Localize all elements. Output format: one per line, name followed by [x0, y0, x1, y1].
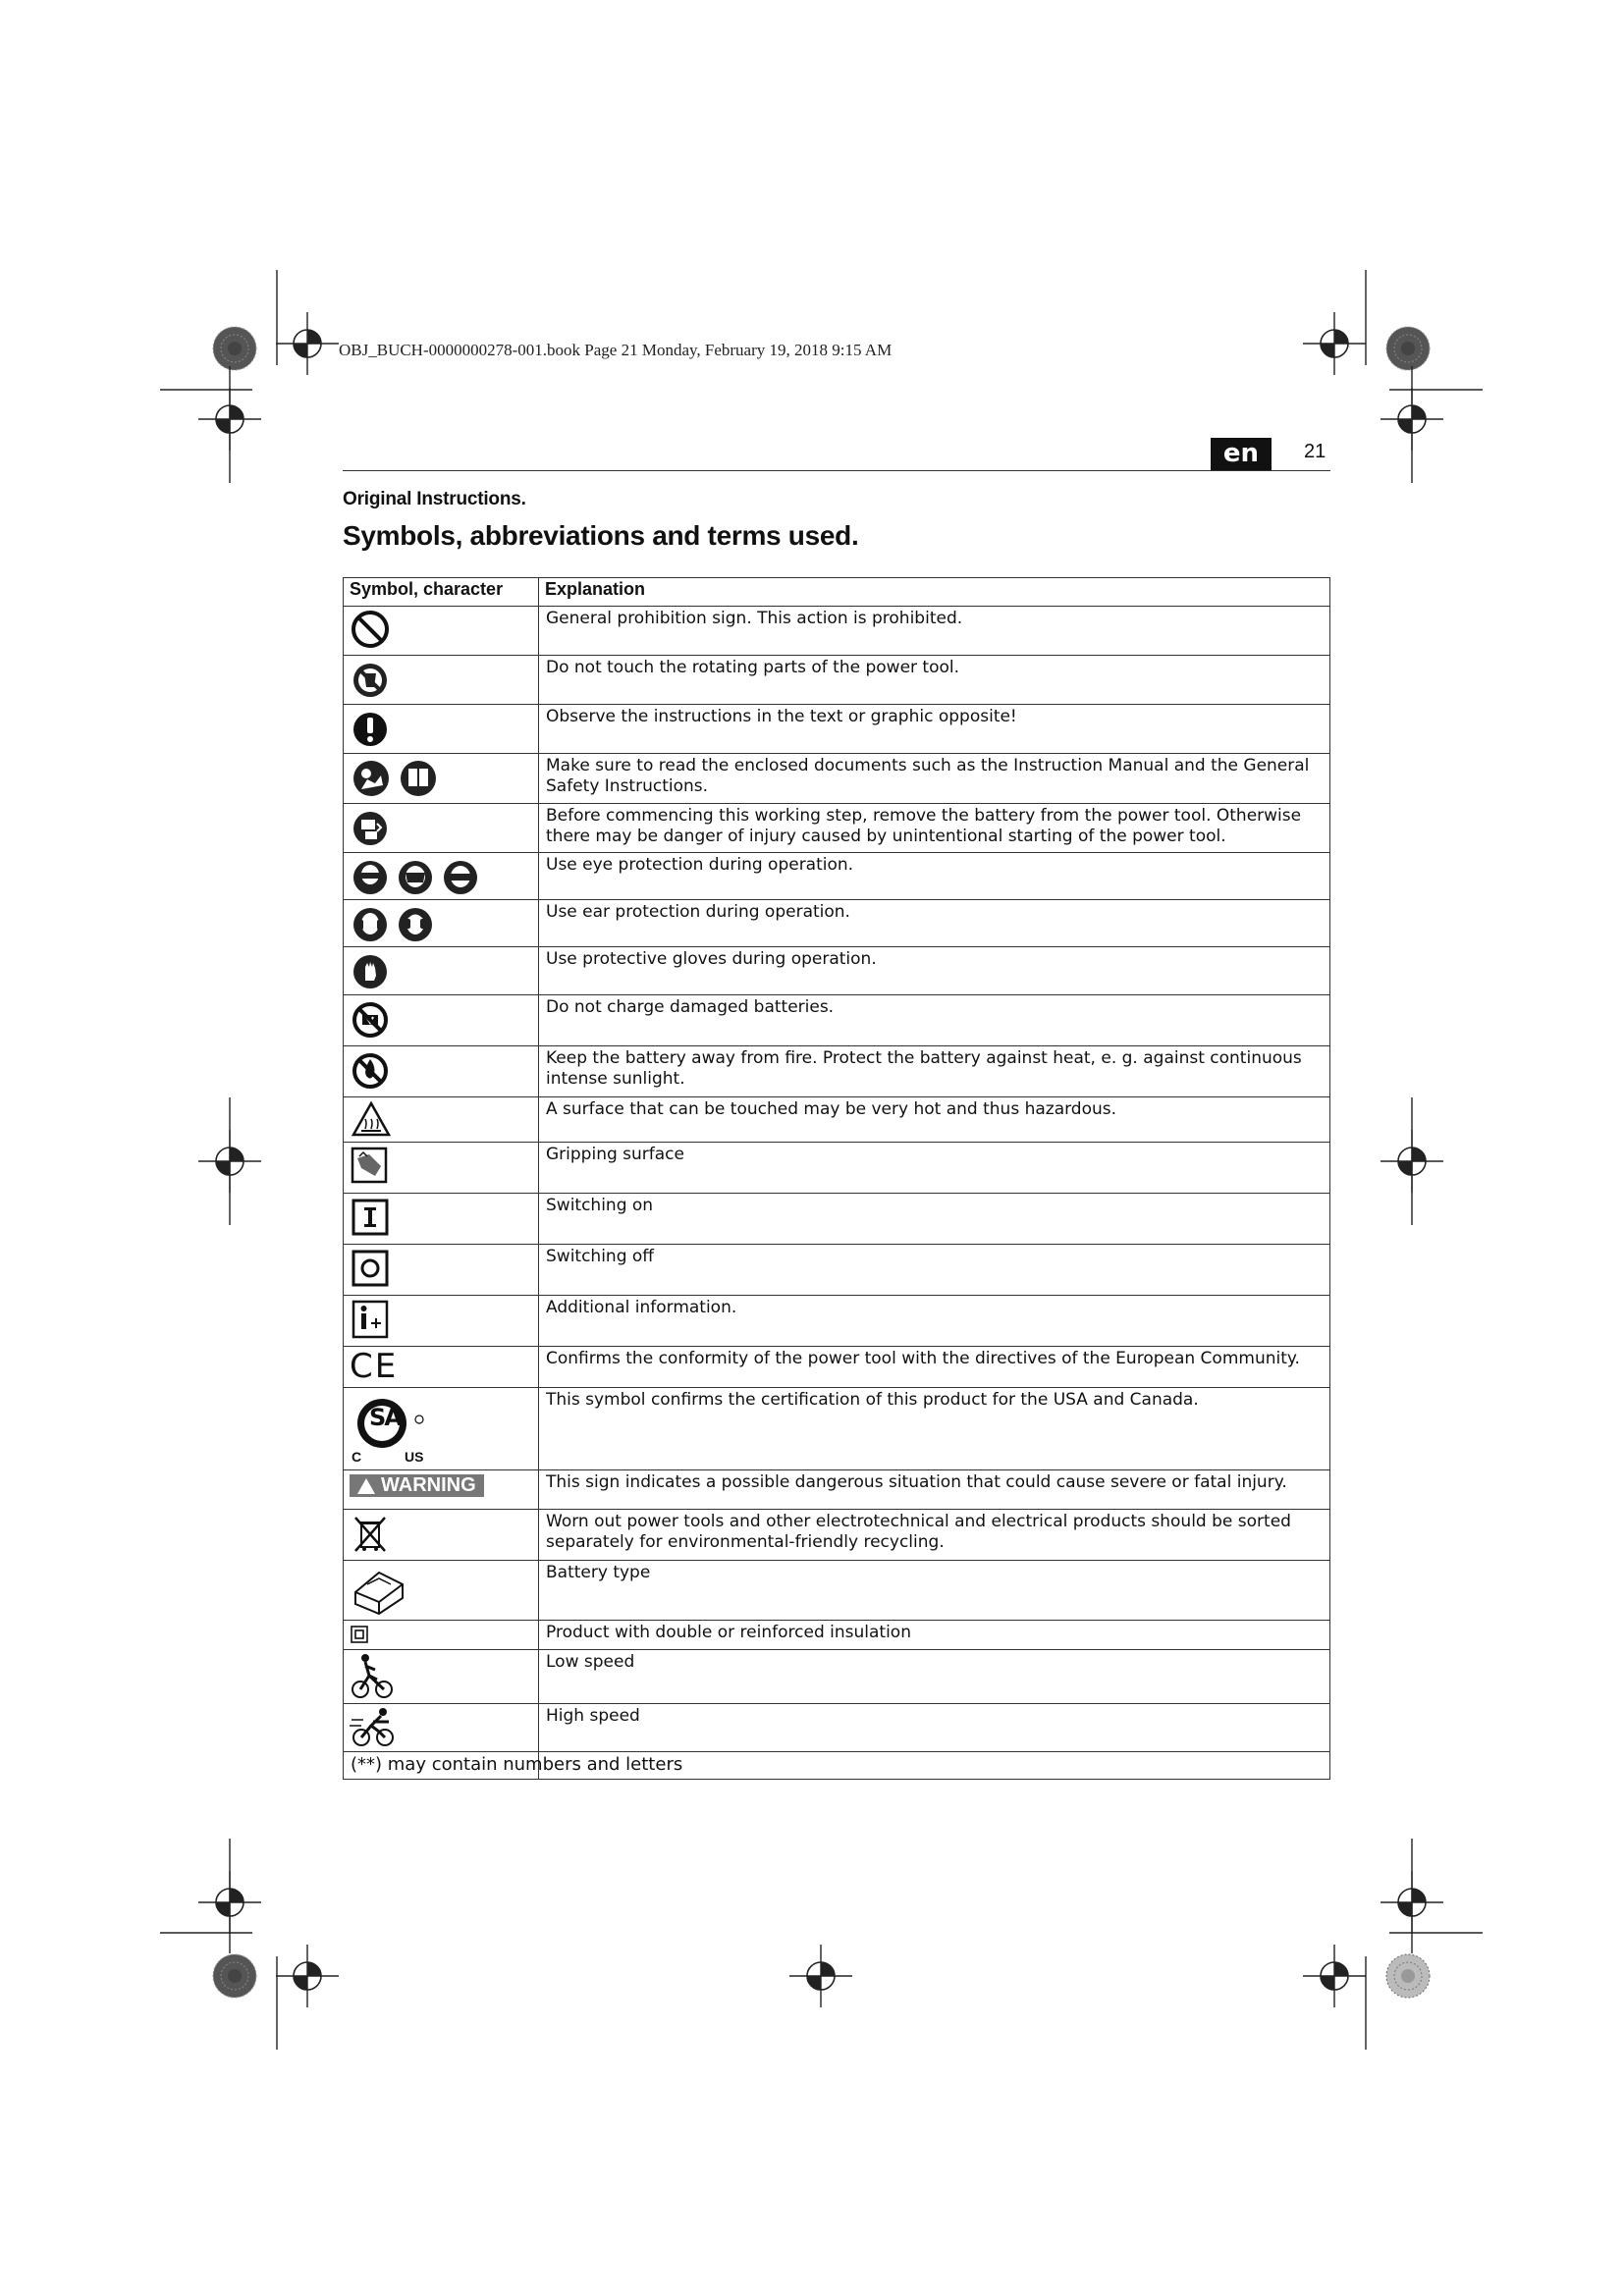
row-text: Switching on	[539, 1194, 1330, 1245]
switch-on-icon	[350, 1196, 391, 1237]
table-row	[344, 1194, 1330, 1245]
row-text: Switching off	[539, 1245, 1330, 1296]
header-symbol: Symbol, character	[344, 578, 539, 607]
csa-mark-text: SA	[369, 1404, 401, 1431]
symbols-table	[343, 577, 1330, 1780]
row-text: Use eye protection during operation.	[539, 853, 1330, 900]
row-text: Before commencing this working step, remove the battery from the power tool. Otherwise there may be danger of injury caused by unintentional starting of the power tool.	[539, 804, 1330, 853]
table-row	[344, 1143, 1330, 1194]
row-text: This sign indicates a possible dangerous situation that could cause severe or fatal injury.	[539, 1470, 1330, 1510]
table-row	[344, 754, 1330, 804]
table-row	[344, 900, 1330, 947]
row-text: Use protective gloves during operation.	[539, 947, 1330, 995]
row-text: Keep the battery away from fire. Protect the battery against heat, e. g. against continuous intense sunlight.	[539, 1046, 1330, 1097]
row-text: Do not charge damaged batteries.	[539, 995, 1330, 1046]
ce-mark-icon: CE	[350, 1347, 399, 1386]
table-row	[344, 1470, 1330, 1510]
table-row	[344, 705, 1330, 754]
high-speed-icon	[350, 1706, 399, 1749]
table-row	[344, 1388, 1330, 1470]
header-explanation: Explanation	[539, 578, 1330, 607]
info-icon	[350, 1298, 391, 1339]
row-text: Do not touch the rotating parts of the power tool.	[539, 656, 1330, 705]
battery-type-icon	[350, 1563, 408, 1618]
row-text: Confirms the conformity of the power tool with the directives of the European Community.	[539, 1347, 1330, 1388]
row-text: Worn out power tools and other electrotechnical and electrical products should be sorted separately for environmental-friendly recycling.	[539, 1510, 1330, 1561]
low-speed-icon	[350, 1652, 395, 1701]
remove-battery-icon	[350, 806, 391, 847]
row-text: Use ear protection during operation.	[539, 900, 1330, 947]
prohibition-icon	[350, 609, 391, 650]
page-title: Symbols, abbreviations and terms used.	[343, 520, 859, 551]
table-header-row	[344, 578, 1330, 607]
read-documents-icon	[350, 756, 393, 797]
hot-surface-icon	[350, 1099, 393, 1139]
row-text: General prohibition sign. This action is prohibited.	[539, 607, 1330, 656]
table-row	[344, 1704, 1330, 1752]
no-charge-damaged-icon	[350, 997, 391, 1039]
table-row	[344, 607, 1330, 656]
table-row	[344, 1561, 1330, 1621]
row-text: Gripping surface	[539, 1143, 1330, 1194]
footnote: (**) may contain numbers and letters	[344, 1752, 539, 1780]
table-row	[344, 1296, 1330, 1347]
no-touch-rotating-icon	[350, 658, 391, 699]
table-row	[344, 1621, 1330, 1650]
row-text: A surface that can be touched may be very hot and thus hazardous.	[539, 1097, 1330, 1143]
goggles-icon	[440, 855, 481, 896]
subtitle: Original Instructions.	[343, 489, 526, 509]
table-row	[344, 1245, 1330, 1296]
gloves-icon	[350, 949, 391, 990]
table-row	[344, 1650, 1330, 1704]
warning-triangle-icon	[357, 1478, 375, 1494]
print-info: OBJ_BUCH-0000000278-001.book Page 21 Monday, February 19, 2018 9:15 AM	[339, 341, 893, 359]
ear-protection-icon	[350, 902, 391, 943]
table-row	[344, 947, 1330, 995]
gripping-surface-icon	[350, 1145, 389, 1186]
table-row	[344, 853, 1330, 900]
page-number: 21	[1304, 441, 1326, 462]
table-row	[344, 1046, 1330, 1097]
battery-fire-icon	[350, 1048, 391, 1090]
row-text: Battery type	[539, 1561, 1330, 1621]
row-text: This symbol confirms the certification of this product for the USA and Canada.	[539, 1388, 1330, 1470]
table-footnote-row	[344, 1752, 1330, 1780]
table-row	[344, 1510, 1330, 1561]
table-row	[344, 1097, 1330, 1143]
eye-protection-icon	[350, 855, 391, 896]
warning-sign-icon	[350, 1474, 484, 1497]
table-row	[344, 804, 1330, 853]
row-text: Low speed	[539, 1650, 1330, 1704]
exclamation-icon	[350, 707, 391, 748]
table-row	[344, 656, 1330, 705]
face-shield-icon	[395, 855, 436, 896]
weee-bin-icon	[350, 1512, 391, 1555]
warning-label: WARNING	[381, 1474, 476, 1496]
switch-off-icon	[350, 1247, 391, 1288]
csa-us-label: US	[405, 1449, 424, 1465]
header-rule	[343, 470, 1330, 471]
row-text: Additional information.	[539, 1296, 1330, 1347]
row-text: Observe the instructions in the text or graphic opposite!	[539, 705, 1330, 754]
row-text: Make sure to read the enclosed documents such as the Instruction Manual and the General Safety Instructions.	[539, 754, 1330, 804]
double-insulation-icon	[350, 1623, 371, 1644]
table-row	[344, 1347, 1330, 1388]
language-badge: en	[1211, 438, 1272, 470]
earmuff-icon	[395, 902, 436, 943]
row-text: High speed	[539, 1704, 1330, 1752]
csa-c-label: C	[352, 1449, 362, 1465]
table-row	[344, 995, 1330, 1046]
row-text: Product with double or reinforced insulation	[539, 1621, 1330, 1650]
manual-book-icon	[397, 756, 440, 797]
